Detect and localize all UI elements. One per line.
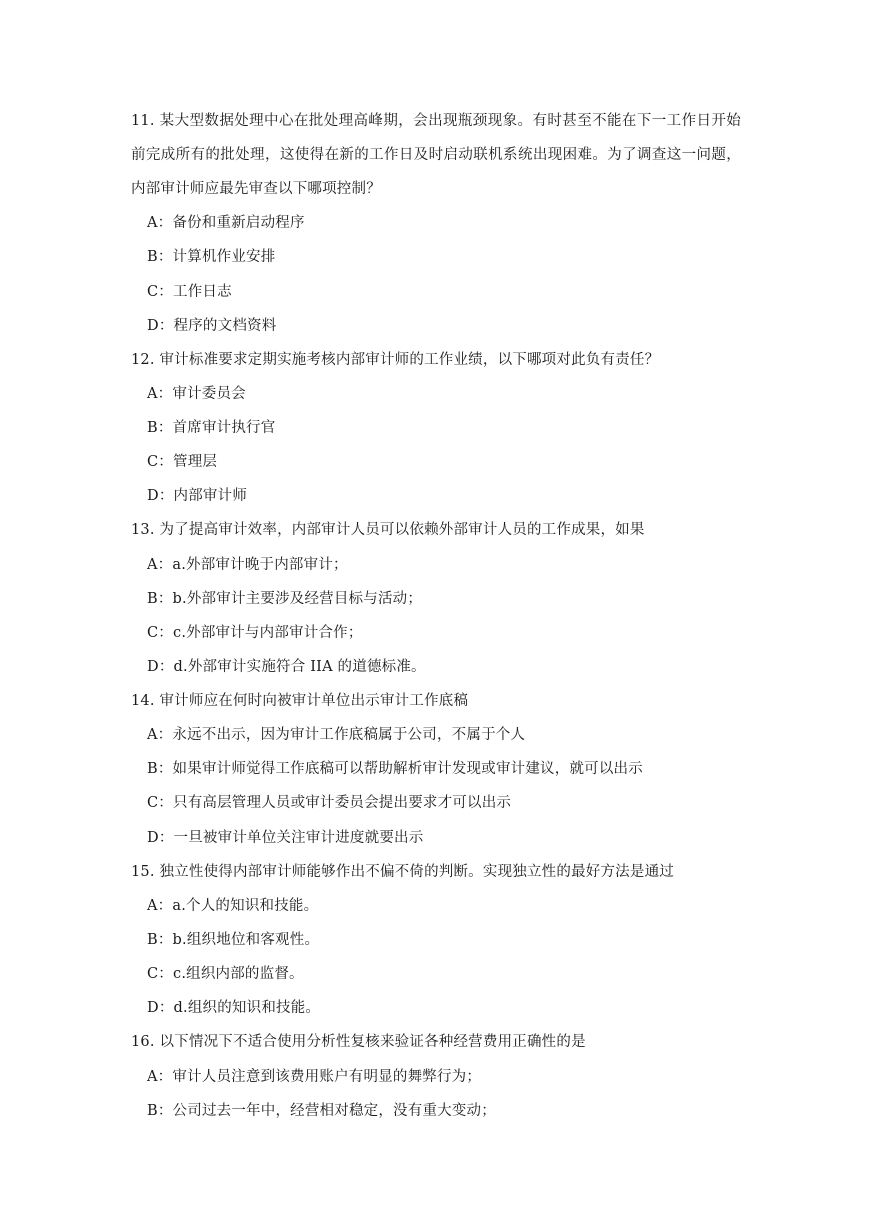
question-11-option-a: A：备份和重新启动程序 — [147, 215, 305, 231]
question-11-option-c: C：工作日志 — [147, 284, 232, 300]
question-12-stem: 12. 审计标准要求定期实施考核内部审计师的工作业绩，以下哪项对此负有责任？ — [131, 352, 660, 368]
question-14-stem: 14. 审计师应在何时向被审计单位出示审计工作底稿 — [131, 693, 469, 709]
question-14-option-c: C：只有高层管理人员或审计委员会提出要求才可以出示 — [147, 795, 512, 811]
question-12-option-c: C：管理层 — [147, 454, 218, 470]
question-11-option-d: D：程序的文档资料 — [147, 318, 277, 334]
question-16-option-b: B：公司过去一年中，经营相对稳定，没有重大变动； — [147, 1103, 496, 1119]
question-15-stem: 15. 独立性使得内部审计师能够作出不偏不倚的判断。实现独立性的最好方法是通过 — [131, 864, 674, 880]
question-12-option-a: A：审计委员会 — [147, 386, 246, 402]
question-13-stem: 13. 为了提高审计效率，内部审计人员可以依赖外部审计人员的工作成果，如果 — [131, 522, 645, 538]
question-14-option-a: A：永远不出示，因为审计工作底稿属于公司，不属于个人 — [147, 727, 526, 743]
question-13-option-d: D：d.外部审计实施符合 IIA 的道德标准。 — [147, 659, 426, 675]
question-12-option-d: D：内部审计师 — [147, 488, 248, 504]
question-13-option-a: A：a.外部审计晚于内部审计； — [147, 557, 348, 573]
question-15-option-c: C：c.组织内部的监督。 — [147, 966, 304, 982]
question-14-option-b: B：如果审计师觉得工作底稿可以帮助解析审计发现或审计建议，就可以出示 — [147, 761, 643, 777]
question-13-option-c: C：c.外部审计与内部审计合作； — [147, 625, 363, 641]
question-11-option-b: B：计算机作业安排 — [147, 249, 276, 265]
question-15-option-a: A：a.个人的知识和技能。 — [147, 898, 319, 914]
question-14-option-d: D：一旦被审计单位关注审计进度就要出示 — [147, 830, 424, 846]
question-16-option-a: A：审计人员注意到该费用账户有明显的舞弊行为； — [147, 1069, 482, 1085]
question-15-option-b: B：b.组织地位和客观性。 — [147, 932, 320, 948]
question-12-option-b: B：首席审计执行官 — [147, 420, 276, 436]
question-11-stem: 11. 某大型数据处理中心在批处理高峰期，会出现瓶颈现象。有时甚至不能在下一工作日开始前完成所有的批处理，这使得在新的工作日及时启动联机系统出现困难。为了调查这一问题，内部审计师应最先审查以下哪项控制？ — [131, 113, 741, 197]
question-16-stem: 16. 以下情况下不适合使用分析性复核来验证各种经营费用正确性的是 — [131, 1034, 586, 1050]
question-13-option-b: B：b.外部审计主要涉及经营目标与活动； — [147, 591, 423, 607]
question-15-option-d: D：d.组织的知识和技能。 — [147, 1000, 321, 1016]
